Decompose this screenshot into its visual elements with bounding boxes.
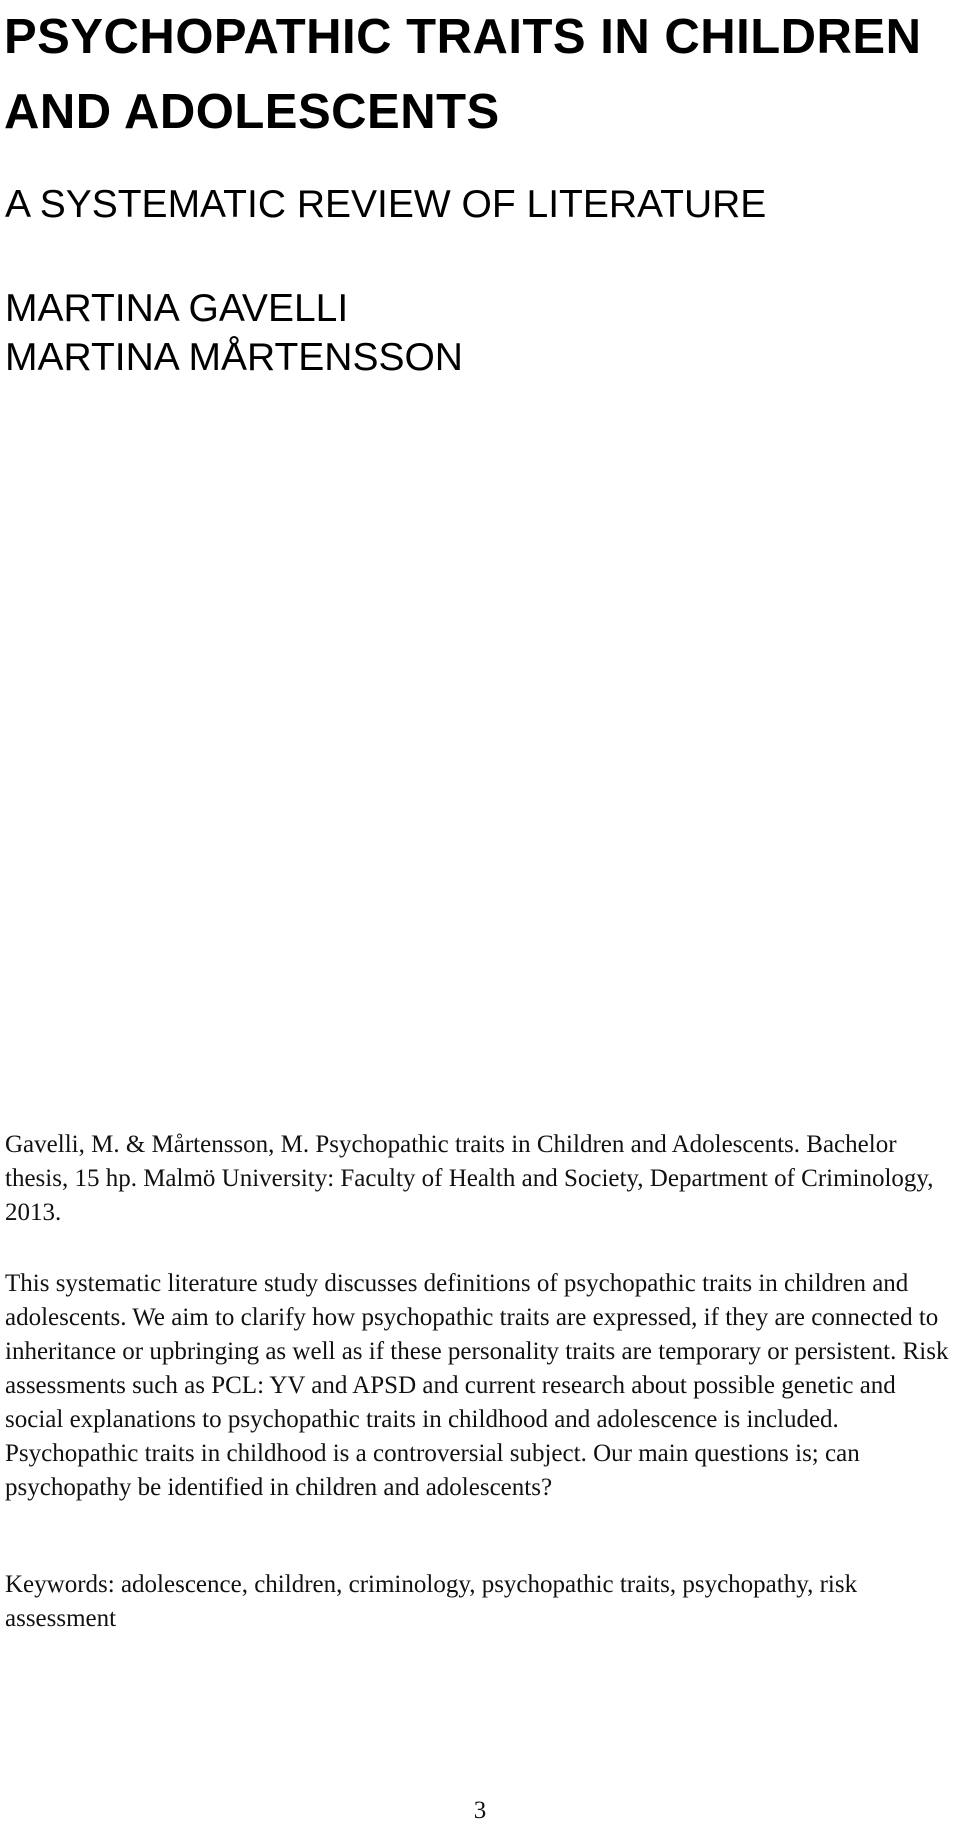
document-title: PSYCHOPATHIC TRAITS IN CHILDREN AND ADOLESCENTS	[4, 10, 922, 139]
page-number: 3	[473, 1797, 487, 1824]
citation-paragraph: Gavelli, M. & Mårtensson, M. Psychopathic traits in Children and Adolescents. Bachelor thesis, 15 hp. Malmö University: Faculty of Health and Society, Department of Criminology, 2013.	[5, 1131, 934, 1226]
author-name: MARTINA MÅRTENSSON	[5, 336, 463, 379]
abstract-paragraph: This systematic literature study discusses definitions of psychopathic traits in children and adolescents. We aim to clarify how psychopathic traits are expressed, if they are connected to inheritance or upbringing as well as if these personality traits are temporary or persistent. Risk assessments such as PCL: YV and APSD and current research about possible genetic and social explanations to psychopathic traits in childhood and adolescence is included. Psychopathic traits in childhood is a controversial subject. Our main questions is; can psychopathy be identified in children and adolescents?	[5, 1270, 949, 1501]
document-subtitle: A SYSTEMATIC REVIEW OF LITERATURE	[5, 183, 767, 226]
author-name: MARTINA GAVELLI	[5, 287, 349, 330]
keywords-paragraph: Keywords: adolescence, children, criminology, psychopathic traits, psychopathy, risk assessment	[5, 1571, 858, 1632]
author-list	[5, 284, 463, 382]
